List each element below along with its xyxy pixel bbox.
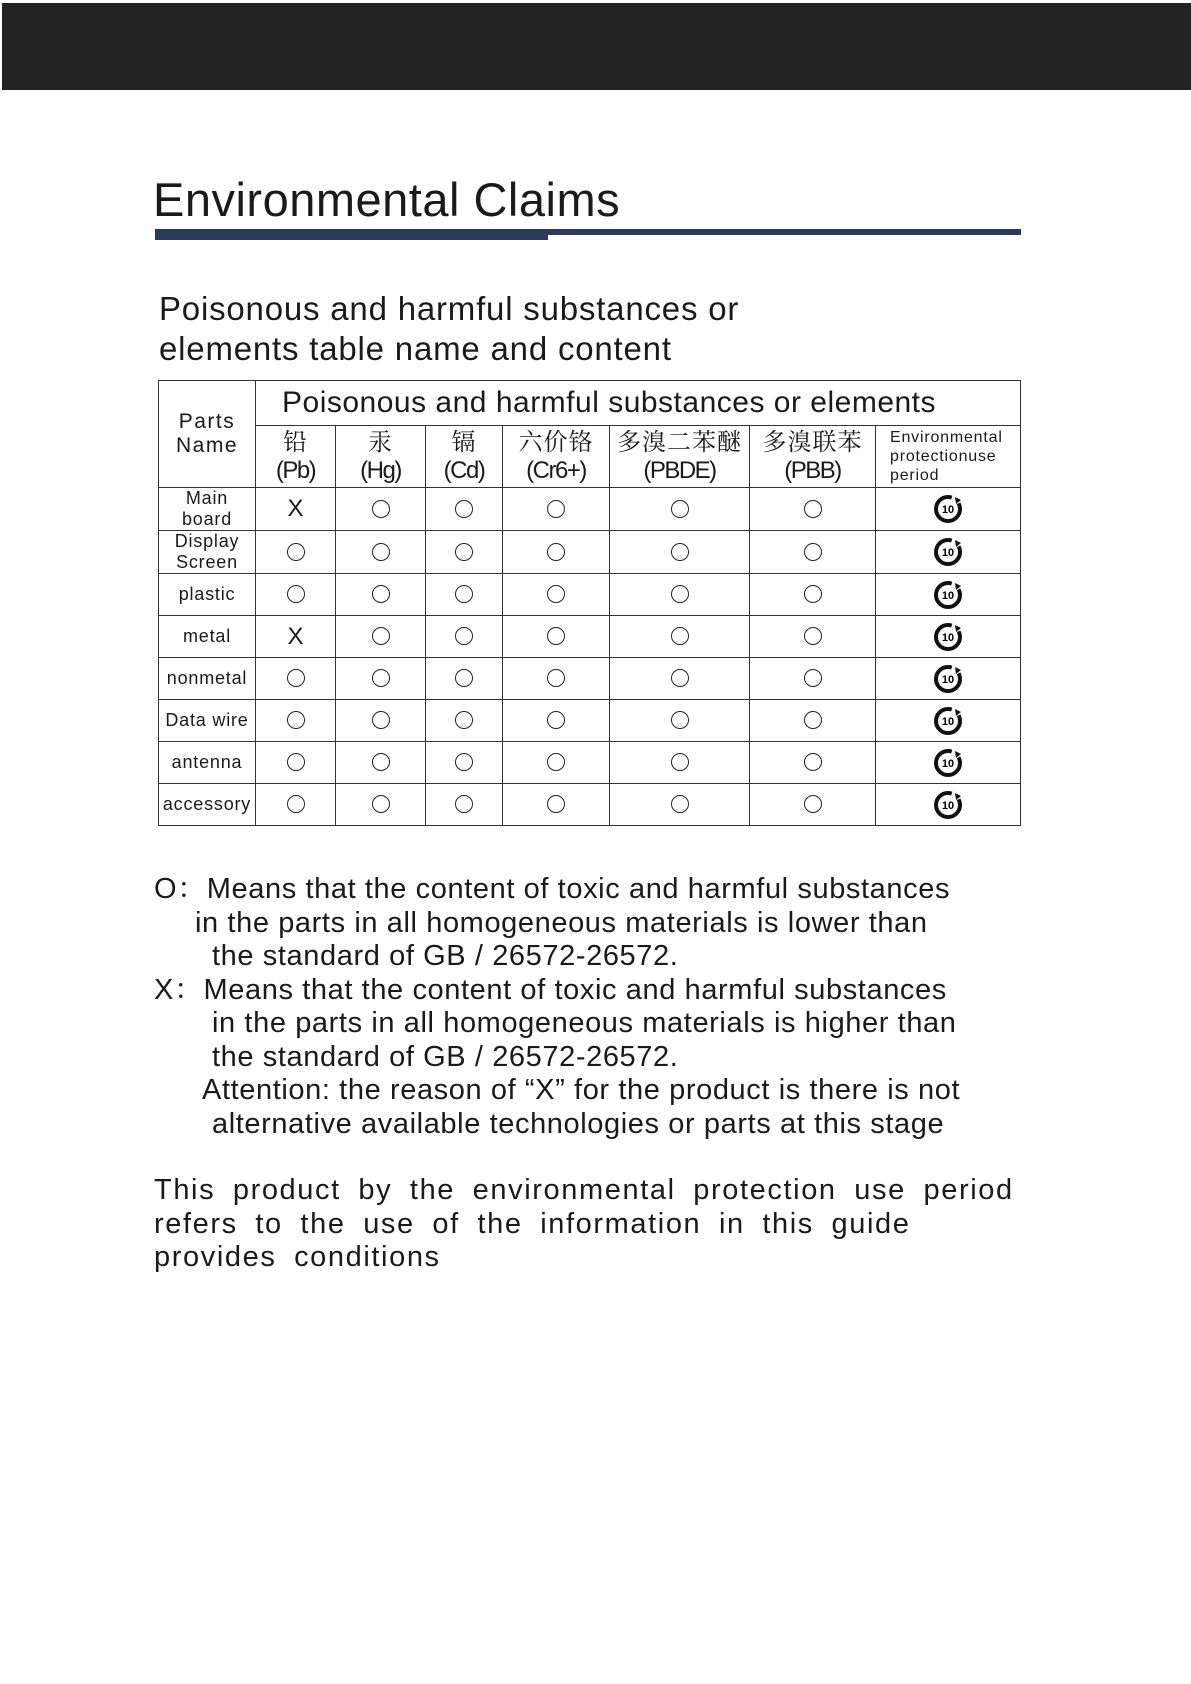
substance-symbol: (Cd)	[443, 456, 485, 484]
epp-cell	[876, 700, 1021, 742]
substance-mark-cell	[256, 784, 336, 826]
mark-o-circle	[804, 585, 822, 603]
substance-cn: 六价铬	[518, 428, 594, 456]
substance-mark-cell	[610, 700, 750, 742]
mark-o-circle	[287, 543, 305, 561]
substance-mark-cell	[256, 616, 336, 658]
attention-line-2: alternative available technologies or parts at this stage	[212, 1107, 945, 1140]
mark-o-circle	[671, 627, 689, 645]
mark-o-circle	[287, 585, 305, 603]
substance-cn: 汞	[368, 428, 393, 456]
legend-x-line-2: in the parts in all homogeneous materials is higher than	[212, 1007, 957, 1039]
substance-mark-cell	[426, 784, 503, 826]
epp-cell	[876, 658, 1021, 700]
table-row	[159, 616, 1021, 658]
table-caption-line-1: Poisonous and harmful substances or	[159, 290, 740, 327]
mark-o-circle	[547, 500, 565, 518]
epp-10-icon	[933, 706, 963, 736]
substance-mark-cell	[610, 616, 750, 658]
mark-o-circle	[372, 627, 390, 645]
mark-o-circle	[671, 795, 689, 813]
table-caption	[159, 289, 919, 369]
mark-o-circle	[372, 711, 390, 729]
mark-o-circle	[455, 627, 473, 645]
substance-mark-cell	[503, 616, 610, 658]
substance-mark-cell	[750, 574, 876, 616]
mark-o-circle	[804, 669, 822, 687]
table-body	[159, 488, 1021, 826]
part-name-cell	[159, 658, 256, 700]
substance-mark-cell	[336, 488, 426, 531]
mark-o-circle	[372, 585, 390, 603]
substance-mark-cell	[750, 742, 876, 784]
substance-mark-cell	[256, 700, 336, 742]
mark-o-circle	[287, 711, 305, 729]
epp-statement: This product by the environmental protection use period refers to the use of the information in this guide provides conditions	[154, 1174, 1014, 1273]
epp-icon-label: 10	[941, 631, 955, 644]
mark-o-circle	[455, 669, 473, 687]
substance-mark-cell	[503, 531, 610, 574]
substance-mark-cell	[610, 784, 750, 826]
substance-symbol: (PBB)	[784, 456, 841, 484]
mark-o-circle	[671, 585, 689, 603]
substance-header-cr6	[503, 426, 610, 488]
substance-mark-cell	[336, 700, 426, 742]
legend-o-line-2: in the parts in all homogeneous materials is lower than	[195, 906, 928, 939]
mark-o-circle	[547, 669, 565, 687]
substance-mark-cell	[503, 574, 610, 616]
epp-icon-label: 10	[941, 715, 955, 728]
legend-x-line-1: X：Means that the content of toxic and harmful substances	[154, 973, 947, 1006]
parts-name-header	[159, 381, 256, 488]
substance-mark-cell	[503, 658, 610, 700]
mark-o-circle	[804, 795, 822, 813]
substance-mark-cell	[503, 700, 610, 742]
part-name-line-2: Screen	[176, 552, 238, 572]
part-name: metal	[182, 626, 231, 646]
epp-10-icon	[933, 580, 963, 610]
title-underline-accent	[155, 229, 548, 240]
epp-cell	[876, 616, 1021, 658]
substance-mark-cell	[610, 658, 750, 700]
parts-header-line-1: Parts	[178, 410, 236, 433]
legend	[154, 873, 1034, 1141]
substance-symbol: (Hg)	[360, 456, 401, 484]
substances-table	[158, 380, 1021, 826]
epp-10-icon	[933, 790, 963, 820]
mark-o-circle	[287, 669, 305, 687]
mark-o-circle	[372, 500, 390, 518]
mark-o-circle	[547, 711, 565, 729]
part-name-cell	[159, 784, 256, 826]
mark-o-circle	[287, 753, 305, 771]
part-name-cell	[159, 488, 256, 531]
part-name: Data wire	[165, 710, 249, 730]
substance-mark-cell	[426, 531, 503, 574]
mark-o-circle	[455, 543, 473, 561]
parts-header-line-2: Name	[175, 434, 239, 457]
table-row	[159, 574, 1021, 616]
mark-o-circle	[547, 795, 565, 813]
substance-mark-cell	[256, 488, 336, 531]
substance-cn: 铅	[283, 428, 308, 456]
table-row	[159, 531, 1021, 574]
epp-10-icon	[933, 664, 963, 694]
substance-cn: 多溴联苯	[762, 428, 863, 456]
substance-cn: 多溴二苯醚	[617, 428, 742, 456]
substance-symbol: (PBDE)	[643, 456, 716, 484]
substance-symbol: (Cr6+)	[526, 456, 586, 484]
epp-icon-label: 10	[941, 547, 955, 559]
mark-o-circle	[547, 753, 565, 771]
mark-o-circle	[804, 543, 822, 561]
substance-mark-cell	[750, 488, 876, 531]
part-name-cell	[159, 616, 256, 658]
epp-header	[876, 426, 1021, 488]
top-banner	[2, 3, 1191, 90]
substance-mark-cell	[336, 658, 426, 700]
substance-mark-cell	[610, 574, 750, 616]
substance-mark-cell	[750, 616, 876, 658]
mark-o-circle	[547, 627, 565, 645]
mark-o-circle	[547, 543, 565, 561]
substance-header-hg	[336, 426, 426, 488]
substances-group-header: Poisonous and harmful substances or elements	[256, 381, 1021, 426]
substance-symbol: (Pb)	[275, 456, 316, 484]
substance-mark-cell	[426, 742, 503, 784]
mark-o-circle	[671, 753, 689, 771]
substance-mark-cell	[503, 488, 610, 531]
substance-mark-cell	[426, 700, 503, 742]
mark-x: X	[287, 622, 304, 650]
part-name-cell	[159, 742, 256, 784]
part-name: antenna	[171, 752, 243, 772]
mark-o-circle	[455, 795, 473, 813]
substance-header-pb	[256, 426, 336, 488]
substance-cn: 镉	[451, 428, 477, 456]
epp-cell	[876, 488, 1021, 531]
epp-10-icon	[933, 537, 963, 567]
epp-cell	[876, 784, 1021, 826]
substance-mark-cell	[336, 574, 426, 616]
mark-o-circle	[804, 711, 822, 729]
substance-mark-cell	[426, 616, 503, 658]
mark-o-circle	[671, 669, 689, 687]
substance-mark-cell	[336, 742, 426, 784]
epp-cell	[876, 574, 1021, 616]
substance-mark-cell	[610, 488, 750, 531]
mark-x: X	[287, 495, 304, 522]
mark-o-circle	[455, 500, 473, 518]
substance-mark-cell	[750, 784, 876, 826]
epp-cell	[876, 742, 1021, 784]
mark-o-circle	[372, 753, 390, 771]
substance-mark-cell	[426, 658, 503, 700]
mark-o-circle	[455, 585, 473, 603]
table-row	[159, 700, 1021, 742]
epp-icon-label: 10	[941, 757, 955, 770]
legend-x-line-3: the standard of GB / 26572-26572.	[212, 1040, 679, 1073]
mark-o-circle	[804, 753, 822, 771]
epp-icon-label: 10	[941, 589, 955, 602]
mark-o-circle	[372, 543, 390, 561]
table-row	[159, 742, 1021, 784]
epp-10-icon	[933, 494, 963, 524]
table-header-row	[159, 381, 1021, 426]
substance-mark-cell	[610, 531, 750, 574]
epp-icon-label: 10	[941, 673, 955, 686]
table-caption-line-2: elements table name and content	[159, 330, 672, 367]
epp-header-line-3: period	[890, 467, 940, 484]
part-name: Main board	[181, 488, 233, 529]
substance-mark-cell	[503, 742, 610, 784]
mark-o-circle	[455, 753, 473, 771]
substance-mark-cell	[256, 742, 336, 784]
substance-mark-cell	[256, 531, 336, 574]
substance-mark-cell	[503, 784, 610, 826]
epp-header-line-2: protectionuse	[890, 448, 997, 465]
substance-header-pbb	[750, 426, 876, 488]
page-title: Environmental Claims	[153, 173, 621, 226]
legend-o-line-3: the standard of GB / 26572-26572.	[212, 940, 679, 972]
part-name-cell	[159, 700, 256, 742]
part-name: plastic	[178, 584, 236, 604]
part-name: nonmetal	[166, 668, 248, 688]
mark-o-circle	[372, 795, 390, 813]
part-name-cell	[159, 574, 256, 616]
mark-o-circle	[671, 543, 689, 561]
substance-mark-cell	[610, 742, 750, 784]
epp-10-icon	[933, 622, 963, 652]
substance-header-cd	[426, 426, 503, 488]
substance-header-row	[159, 426, 1021, 488]
substance-mark-cell	[336, 784, 426, 826]
epp-icon-label: 10	[941, 799, 955, 812]
substance-mark-cell	[336, 616, 426, 658]
part-name-cell	[159, 531, 256, 574]
mark-o-circle	[287, 795, 305, 813]
attention-line-1: Attention: the reason of “X” for the product is there is not	[202, 1074, 961, 1106]
epp-10-icon	[933, 748, 963, 778]
mark-o-circle	[671, 711, 689, 729]
legend-o-line-1: O：Means that the content of toxic and harmful substances	[154, 873, 951, 905]
substance-mark-cell	[750, 700, 876, 742]
table-row	[159, 488, 1021, 531]
substance-mark-cell	[256, 574, 336, 616]
substance-mark-cell	[256, 658, 336, 700]
table-row	[159, 784, 1021, 826]
mark-o-circle	[804, 627, 822, 645]
mark-o-circle	[547, 585, 565, 603]
mark-o-circle	[455, 711, 473, 729]
substance-mark-cell	[750, 531, 876, 574]
part-name: accessory	[162, 794, 252, 814]
epp-icon-label: 10	[941, 504, 955, 516]
part-name: Display	[174, 531, 240, 551]
mark-o-circle	[804, 500, 822, 518]
mark-o-circle	[671, 500, 689, 518]
substance-header-pbde	[610, 426, 750, 488]
epp-header-line-1: Environmental	[890, 429, 1003, 446]
substance-mark-cell	[426, 574, 503, 616]
substance-mark-cell	[750, 658, 876, 700]
epp-cell	[876, 531, 1021, 574]
table-row	[159, 658, 1021, 700]
substance-mark-cell	[426, 488, 503, 531]
mark-o-circle	[372, 669, 390, 687]
substance-mark-cell	[336, 531, 426, 574]
